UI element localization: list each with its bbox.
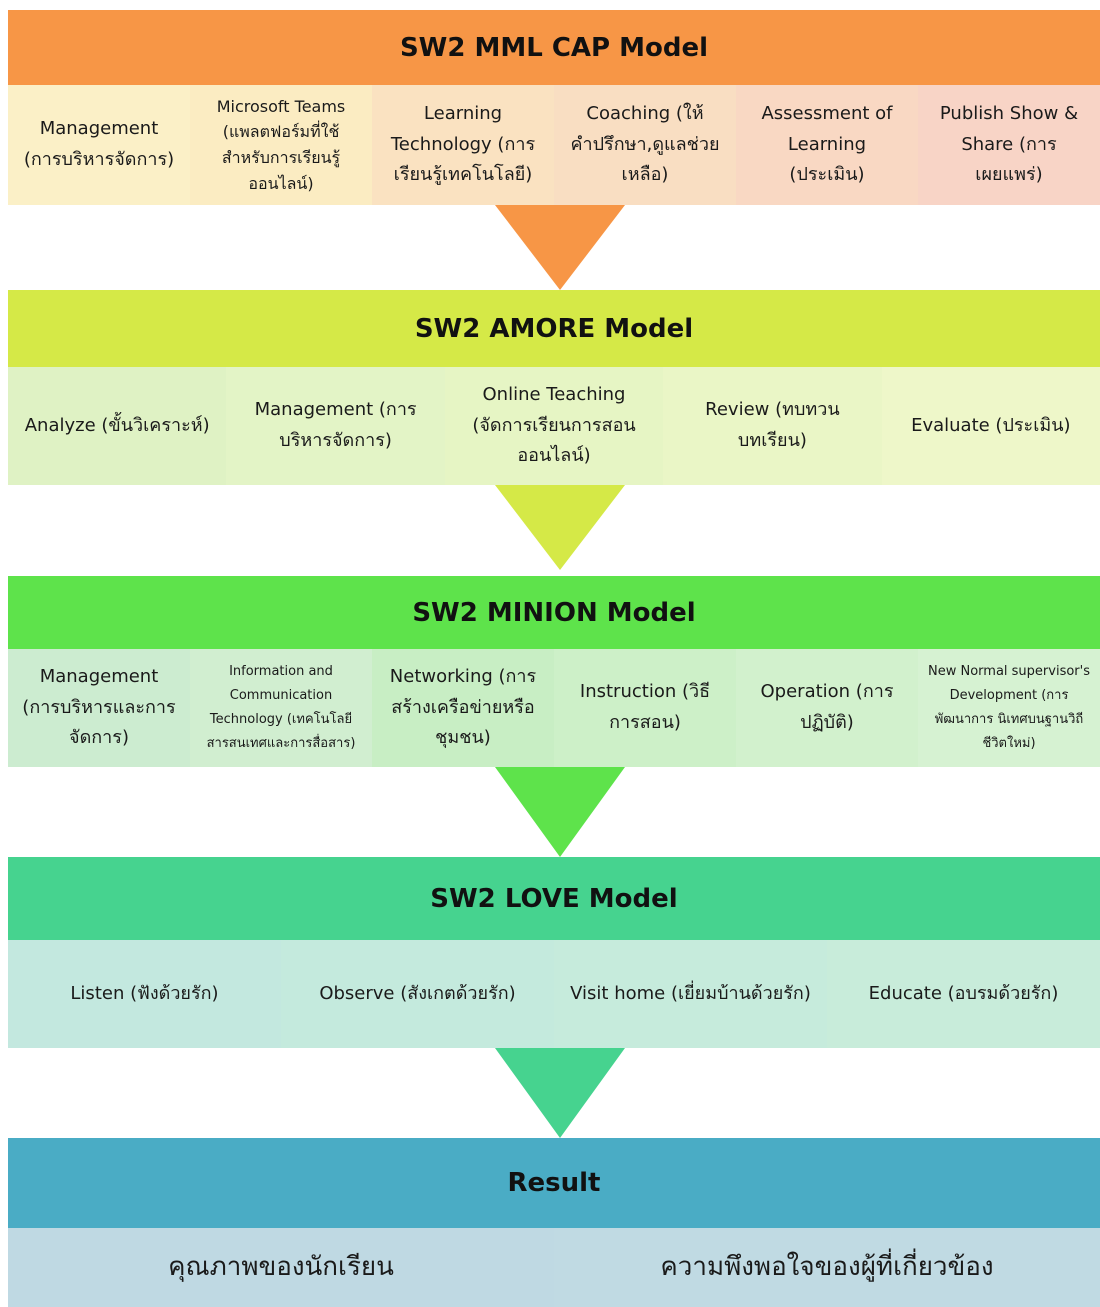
minion-item-networking: Networking (การ สร้างเครือข่ายหรือ ชุมชน) <box>372 649 554 767</box>
result-header <box>8 1138 1100 1228</box>
minion-title: SW2 MINION Model <box>412 597 696 628</box>
amore-items <box>8 367 1100 485</box>
arrow-down-icon <box>495 485 625 570</box>
arrow-down-icon <box>495 767 625 857</box>
amore-item-online-teaching: Online Teaching (จัดการเรียนการสอน ออนไลน์) <box>445 367 663 485</box>
result-items <box>8 1228 1100 1307</box>
minion-item-operation: Operation (การ ปฏิบัติ) <box>736 649 918 767</box>
amore-item-management: Management (การ บริหารจัดการ) <box>226 367 444 485</box>
minion-item-new-normal: New Normal supervisor's Development (การ พัฒนาการ นิเทศบนฐานวิถี ชีวิตใหม่) <box>918 649 1100 767</box>
minion-item-management: Management (การบริหารและการ จัดการ) <box>8 649 190 767</box>
mml-cap-item-management: Management (การบริหารจัดการ) <box>8 85 190 205</box>
love-item-educate: Educate (อบรมด้วยรัก) <box>827 940 1100 1048</box>
amore-item-analyze: Analyze (ขั้นวิเคราะห์) <box>8 367 226 485</box>
love-items <box>8 940 1100 1048</box>
arrow-down-icon <box>495 205 625 290</box>
amore-header <box>8 290 1100 367</box>
amore-item-evaluate: Evaluate (ประเมิน) <box>882 367 1100 485</box>
love-item-observe: Observe (สังเกตด้วยรัก) <box>281 940 554 1048</box>
arrow-down-icon <box>495 1048 625 1138</box>
result-title: Result <box>507 1168 601 1198</box>
mml-cap-item-teams: Microsoft Teams (แพลตฟอร์มที่ใช้ สำหรับการเรียนรู้ ออนไลน์) <box>190 85 372 205</box>
mml-cap-header <box>8 10 1100 85</box>
love-title: SW2 LOVE Model <box>430 883 678 914</box>
love-item-visit-home: Visit home (เยี่ยมบ้านด้วยรัก) <box>554 940 827 1048</box>
mml-cap-item-coaching: Coaching (ให้ คำปรึกษา,ดูแลช่วย เหลือ) <box>554 85 736 205</box>
result-item-stakeholder-satisfaction: ความพึงพอใจของผู้ที่เกี่ยวข้อง <box>554 1228 1100 1307</box>
mml-cap-item-assessment: Assessment of Learning (ประเมิน) <box>736 85 918 205</box>
result-item-student-quality: คุณภาพของนักเรียน <box>8 1228 554 1307</box>
minion-header <box>8 576 1100 649</box>
mml-cap-item-learning-tech: Learning Technology (การ เรียนรู้เทคโนโลยี) <box>372 85 554 205</box>
love-header <box>8 857 1100 940</box>
amore-title: SW2 AMORE Model <box>414 313 694 344</box>
mml-cap-item-publish: Publish Show & Share (การ เผยแพร่) <box>918 85 1100 205</box>
mml-cap-title: SW2 MML CAP Model <box>399 32 709 63</box>
minion-item-instruction: Instruction (วิธี การสอน) <box>554 649 736 767</box>
minion-item-ict: Information and Communication Technology (เทคโนโลยี สารสนเทศและการสื่อสาร) <box>190 649 372 767</box>
love-item-listen: Listen (ฟังด้วยรัก) <box>8 940 281 1048</box>
mml-cap-items <box>8 85 1100 205</box>
amore-item-review: Review (ทบทวน บทเรียน) <box>663 367 881 485</box>
minion-items <box>8 649 1100 767</box>
